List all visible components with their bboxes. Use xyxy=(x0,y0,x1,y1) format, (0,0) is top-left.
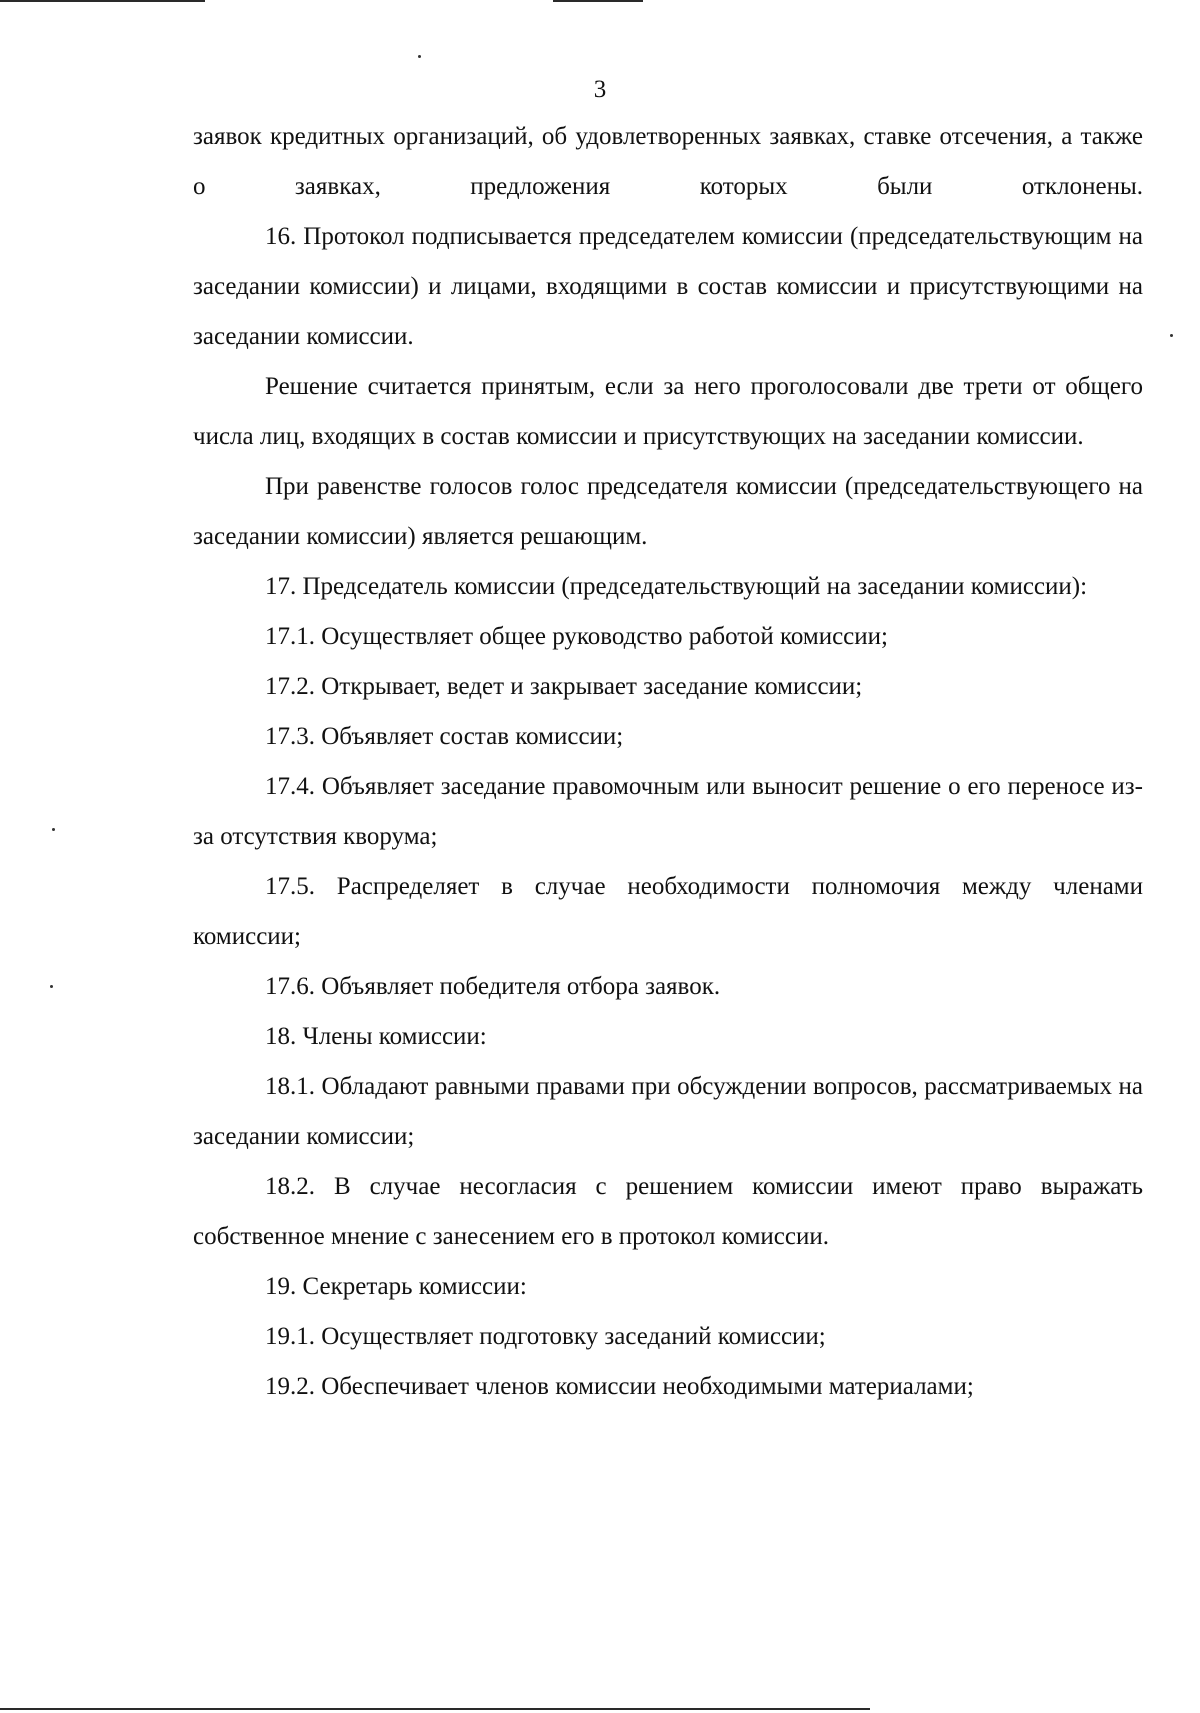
scan-speck xyxy=(418,55,421,58)
paragraph-17: 17. Председатель комиссии (председательствующий на заседании комиссии): xyxy=(265,573,1088,600)
paragraph-17-3: 17.3. Объявляет состав комиссии; xyxy=(265,723,624,750)
page-number: 3 xyxy=(593,76,607,103)
paragraph-17-1: 17.1. Осуществляет общее руководство работой комиссии; xyxy=(265,623,888,650)
scan-edge-top-left xyxy=(0,0,205,2)
paragraph-18-2: 18.2. В случае несогласия с решением комиссии имеют право выражать собственное мнение с занесением его в протокол комиссии. xyxy=(193,1173,1143,1250)
paragraph-tie-vote: При равенстве голосов голос председателя комиссии (председательствующего на заседании комиссии) является решающим. xyxy=(193,473,1143,550)
paragraph-17-4: 17.4. Объявляет заседание правомочным или выносит решение о его переносе из-за отсутствия кворума; xyxy=(193,773,1143,850)
scan-speck xyxy=(52,828,55,831)
paragraph-19-1: 19.1. Осуществляет подготовку заседаний комиссии; xyxy=(265,1323,826,1350)
paragraph-17-5: 17.5. Распределяет в случае необходимости полномочия между членами комиссии; xyxy=(193,873,1143,950)
paragraph-18: 18. Члены комиссии: xyxy=(265,1023,487,1050)
paragraph-decision: Решение считается принятым, если за него проголосовали две трети от общего числа лиц, входящих в состав комиссии и присутствующих на заседании комиссии. xyxy=(193,373,1143,450)
paragraph-17-2: 17.2. Открывает, ведет и закрывает заседание комиссии; xyxy=(265,673,863,700)
paragraph-19-2: 19.2. Обеспечивает членов комиссии необходимыми материалами; xyxy=(265,1373,974,1400)
scan-edge-bottom xyxy=(0,1708,870,1710)
scan-speck xyxy=(50,985,53,988)
paragraph-16: 16. Протокол подписывается председателем комиссии (председательствующим на заседании комиссии) и лицами, входящими в состав комиссии и присутствующими на заседании комиссии. xyxy=(193,223,1143,350)
document-body xyxy=(193,112,1143,1412)
paragraph-18-1: 18.1. Обладают равными правами при обсуждении вопросов, рассматриваемых на заседании комиссии; xyxy=(193,1073,1143,1150)
scan-edge-top-center xyxy=(553,0,643,2)
paragraph-continuation: заявок кредитных организаций, об удовлетворенных заявках, ставке отсечения, а также о заявках, предложения которых были отклонены. xyxy=(193,123,1143,200)
paragraph-19: 19. Секретарь комиссии: xyxy=(265,1273,527,1300)
paragraph-17-6: 17.6. Объявляет победителя отбора заявок. xyxy=(265,973,721,1000)
scan-speck xyxy=(1170,334,1173,337)
